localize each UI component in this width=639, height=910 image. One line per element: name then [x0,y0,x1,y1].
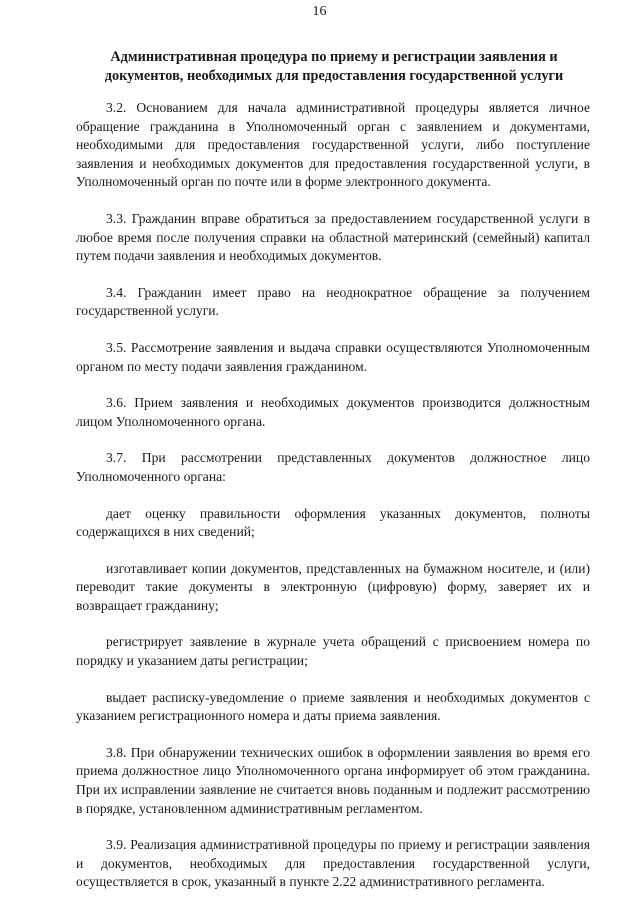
paragraph-3-4: 3.4. Гражданин имеет право на неоднократное обращение за получением государственной услуги. [76,284,590,319]
page-number: 16 [312,4,327,19]
paragraph-3-7: 3.7. При рассмотрении представленных документов должностное лицо Уполномоченного органа: [76,450,590,484]
document-body [76,99,590,910]
paragraph-3-8: 3.8. При обнаружении технических ошибок в оформлении заявления во время его приема должностное лицо Уполномоченного органа информирует об этом гражданина. При их исправлении заявление не считается вновь поданным и подлежит рассмотрению в порядке, установленном административным регламентом. [76,744,590,816]
paragraph-3-7-item-2: изготавливает копии документов, представленных на бумажном носителе, и (или) переводит такие документы в электронную (цифровую) форму, заверяет их и возвращает гражданину; [76,560,590,613]
paragraph-3-7-item-3: регистрирует заявление в журнале учета обращений с присвоением номера по порядку и указанием даты регистрации; [76,634,590,669]
section-title: Административная процедура по приему и регистрации заявления и документов, необходимых для предоставления государственной услуги [104,49,564,84]
paragraph-3-6: 3.6. Прием заявления и необходимых документов производится должностным лицом Уполномоченного органа. [76,395,590,429]
paragraph-3-9: 3.9. Реализация административной процедуры по приему и регистрации заявления и документов, необходимых для предоставления государственной услуги, осуществляется в срок, указанный в пункте 2.22 административного регламента. [76,837,590,890]
paragraph-3-7-item-1: дает оценку правильности оформления указанных документов, полноты содержащихся в них сведений; [76,505,590,540]
paragraph-3-2: 3.2. Основанием для начала административной процедуры является личное обращение гражданина в Уполномоченный орган с заявлением и документами, необходимыми для предоставления государственной услуги, либо поступление заявления и необходимых документов для предоставления государственной услуги, в Уполномоченный орган по почте или в форме электронного документа. [76,100,590,190]
paragraph-3-7-item-4: выдает расписку-уведомление о приеме заявления и необходимых документов с указанием регистрационного номера и даты приема заявления. [76,689,590,724]
paragraph-3-3: 3.3. Гражданин вправе обратиться за предоставлением государственной услуги в любое время после получения справки на областной материнский (семейный) капитал путем подачи заявления и необходимых документов. [76,210,590,264]
paragraph-3-5: 3.5. Рассмотрение заявления и выдача справки осуществляются Уполномоченным органом по месту подачи заявления гражданином. [76,339,590,374]
